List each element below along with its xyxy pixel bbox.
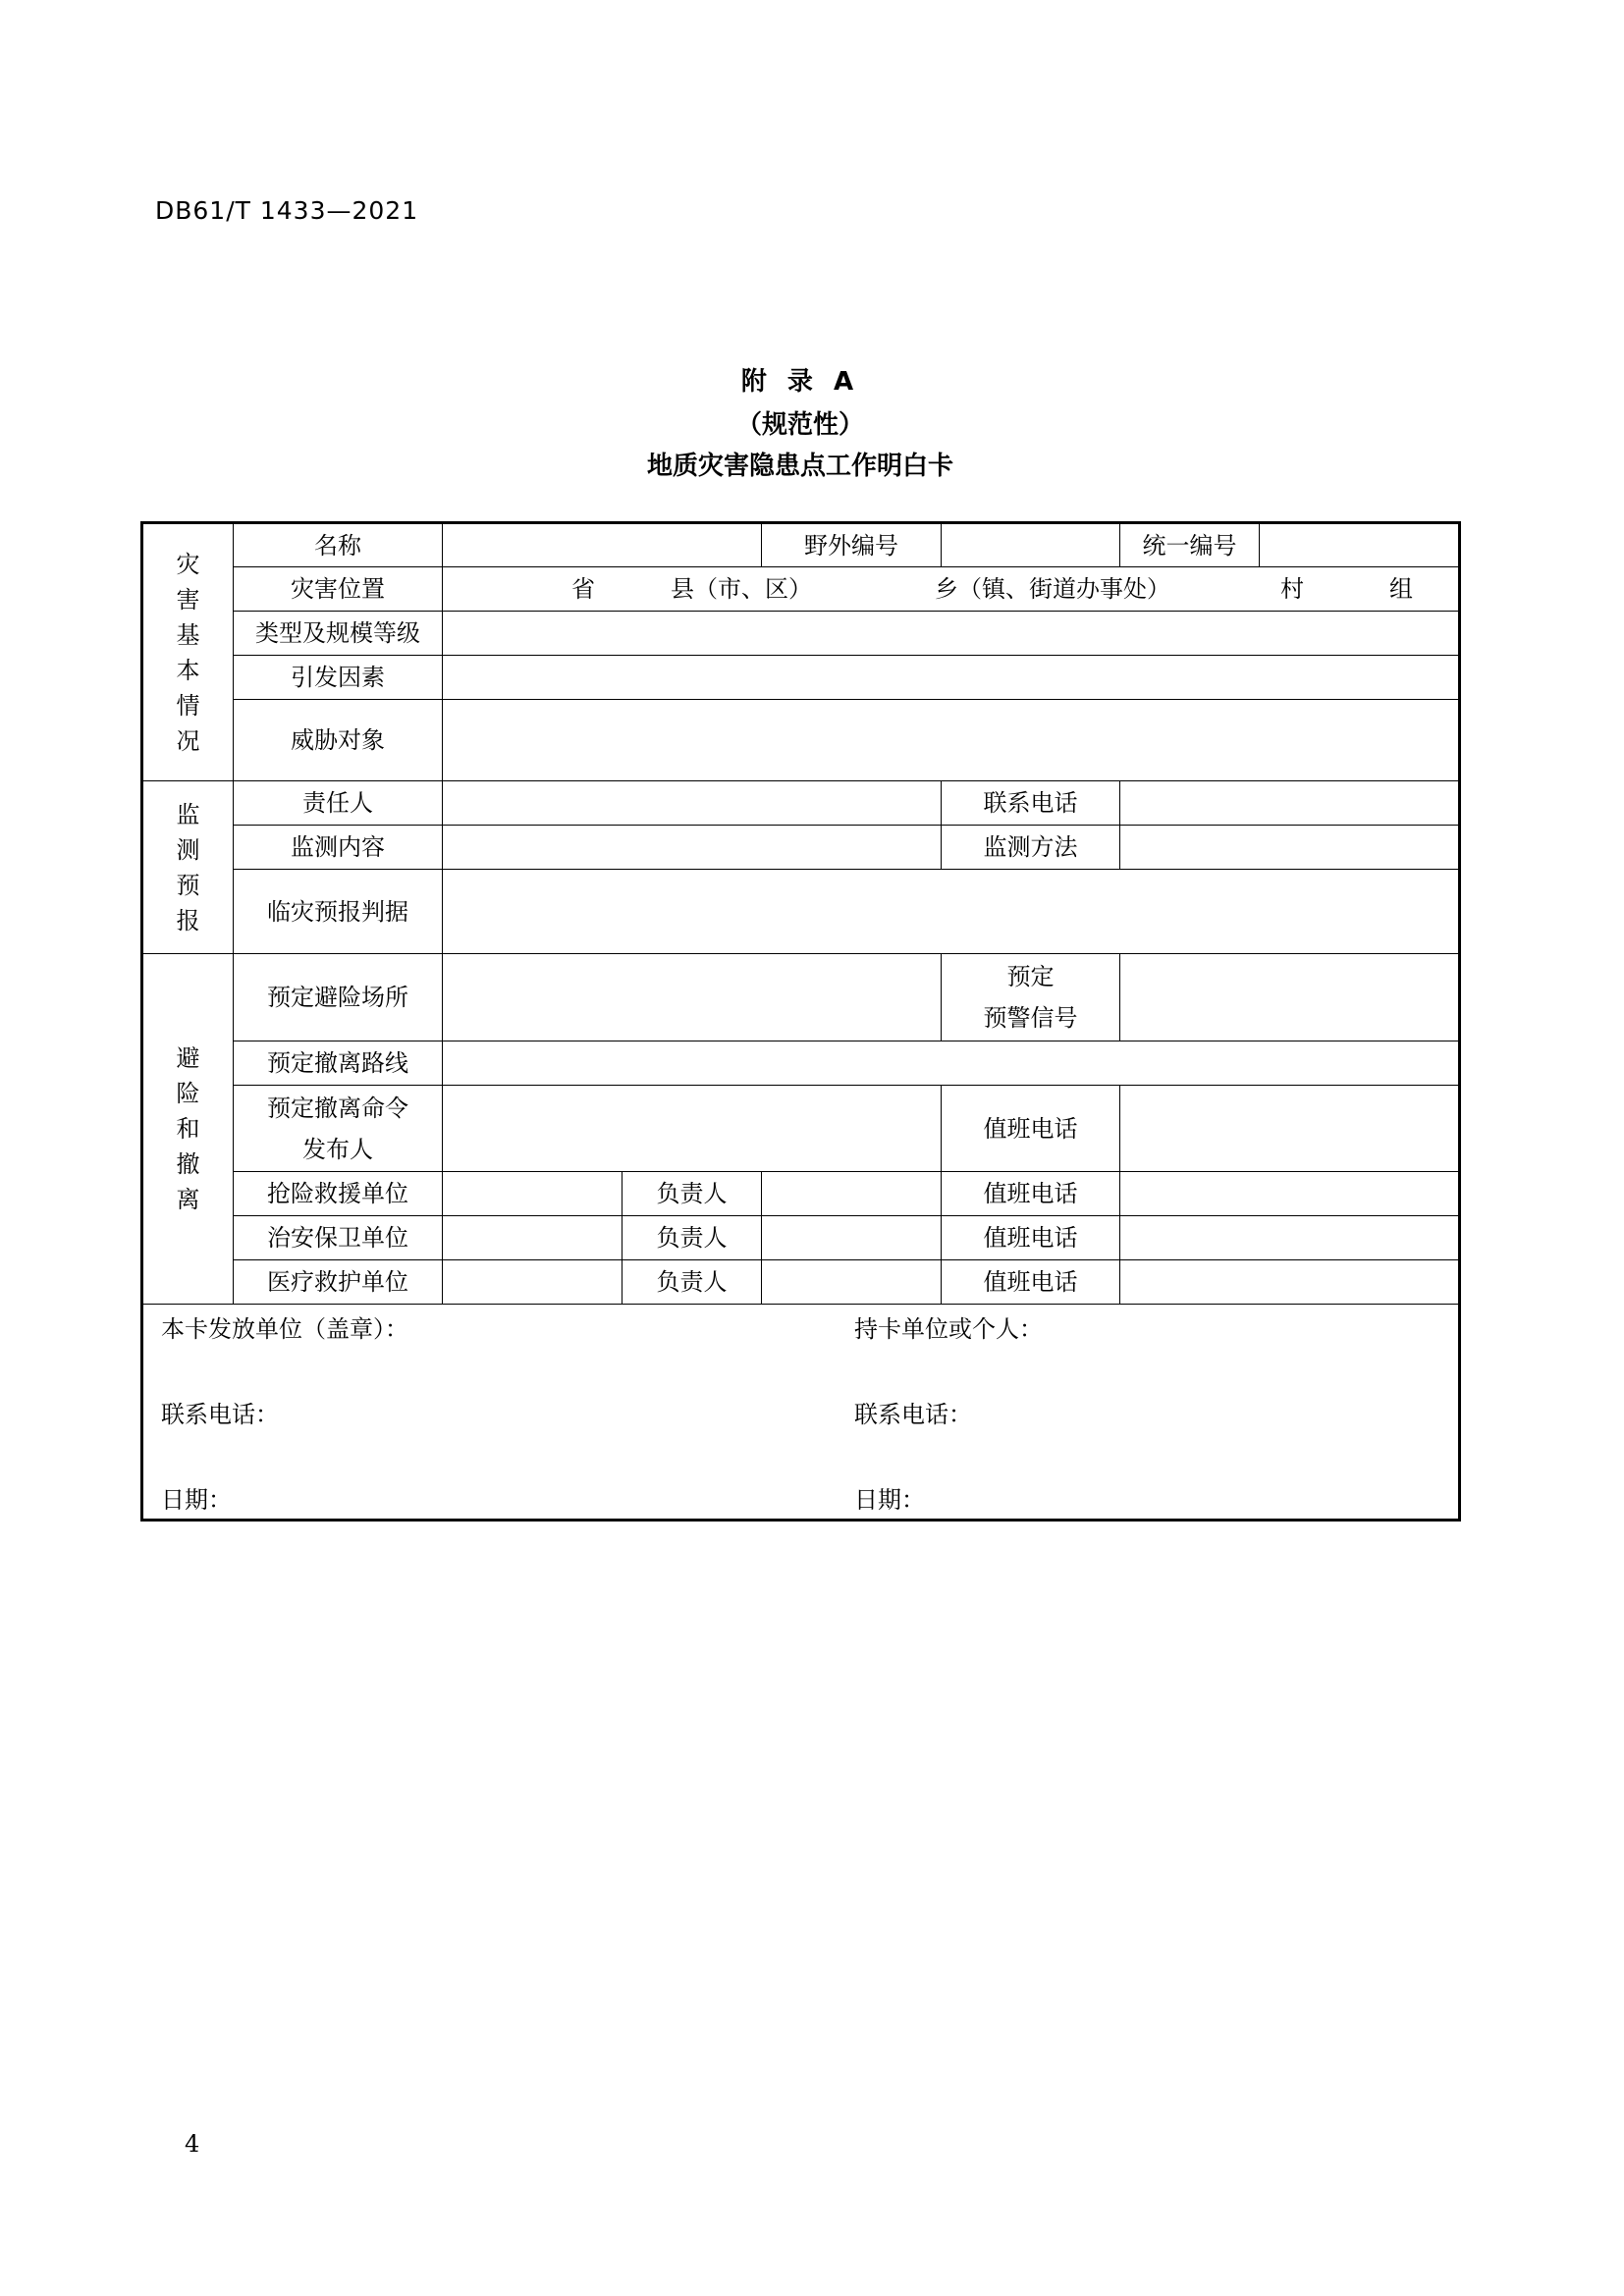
label-threat: 威胁对象: [234, 700, 443, 781]
value-medical-person[interactable]: [762, 1260, 942, 1305]
value-name[interactable]: [443, 523, 762, 567]
value-rescue-unit[interactable]: [443, 1172, 623, 1216]
value-shelter[interactable]: [443, 954, 942, 1041]
label-type-scale: 类型及规模等级: [234, 612, 443, 656]
label-contact-phone: 联系电话: [942, 781, 1120, 826]
value-type-scale[interactable]: [443, 612, 1460, 656]
footer-holder: 持卡单位或个人：: [854, 1315, 1043, 1343]
footer-phone-right: 联系电话：: [854, 1401, 972, 1428]
row-medical: [142, 1260, 1460, 1305]
row-location: [142, 567, 1460, 612]
value-security-unit[interactable]: [443, 1216, 623, 1260]
section-monitor-label: 监测预报: [176, 800, 200, 934]
appendix-heading: 附 录 A: [740, 367, 860, 397]
row-footer: [142, 1305, 1460, 1521]
label-trigger: 引发因素: [234, 656, 443, 700]
label-security-duty-phone: 值班电话: [942, 1216, 1120, 1260]
footer-phone-left: 联系电话：: [161, 1401, 279, 1428]
loc-group: 组: [1389, 575, 1413, 603]
row-issuer: [142, 1086, 1460, 1172]
value-warning-signal[interactable]: [1120, 954, 1460, 1041]
row-security: [142, 1216, 1460, 1260]
label-unified-number: 统一编号: [1120, 523, 1260, 567]
value-medical-duty-phone[interactable]: [1120, 1260, 1460, 1305]
value-location[interactable]: [443, 567, 1460, 612]
label-warning-signal: [942, 954, 1120, 1041]
value-route[interactable]: [443, 1041, 1460, 1086]
normative-label: （规范性）: [735, 410, 864, 440]
value-field-number[interactable]: [942, 523, 1120, 567]
label-route: 预定撤离路线: [234, 1041, 443, 1086]
footer-cell: [142, 1305, 1460, 1521]
label-issuer: [234, 1086, 443, 1172]
issuer-line1: 预定撤离命令: [267, 1094, 408, 1122]
row-type-scale: [142, 612, 1460, 656]
label-security-person: 负责人: [623, 1216, 762, 1260]
row-criteria: [142, 870, 1460, 954]
issuer-line2: 发布人: [302, 1135, 373, 1163]
value-security-duty-phone[interactable]: [1120, 1216, 1460, 1260]
label-security-unit: 治安保卫单位: [234, 1216, 443, 1260]
warning-signal-line1: 预定: [1006, 963, 1055, 990]
label-monitor-content: 监测内容: [234, 826, 443, 870]
label-medical-unit: 医疗救护单位: [234, 1260, 443, 1305]
work-card-table: [140, 521, 1461, 1522]
label-criteria: 临灾预报判据: [234, 870, 443, 954]
value-security-person[interactable]: [762, 1216, 942, 1260]
section-basic-info: [142, 523, 234, 781]
label-rescue-person: 负责人: [623, 1172, 762, 1216]
card-title: 地质灾害隐患点工作明白卡: [646, 452, 953, 481]
value-criteria[interactable]: [443, 870, 1460, 954]
label-rescue-duty-phone: 值班电话: [942, 1172, 1120, 1216]
label-issuer-duty-phone: 值班电话: [942, 1086, 1120, 1172]
row-route: [142, 1041, 1460, 1086]
document-code: DB61/T 1433—2021: [155, 196, 419, 225]
value-monitor-content[interactable]: [443, 826, 942, 870]
label-responsible: 责任人: [234, 781, 443, 826]
row-threat: [142, 700, 1460, 781]
row-monitor-content: [142, 826, 1460, 870]
loc-township: 乡（镇、街道办事处）: [935, 575, 1170, 603]
label-monitor-method: 监测方法: [942, 826, 1120, 870]
value-trigger[interactable]: [443, 656, 1460, 700]
value-monitor-method[interactable]: [1120, 826, 1460, 870]
section-evacuation: [142, 954, 234, 1305]
page-number: 4: [185, 2130, 200, 2158]
label-medical-person: 负责人: [623, 1260, 762, 1305]
value-contact-phone[interactable]: [1120, 781, 1460, 826]
section-monitoring: [142, 781, 234, 954]
row-shelter: [142, 954, 1460, 1041]
value-issuer-duty-phone[interactable]: [1120, 1086, 1460, 1172]
loc-province: 省: [571, 575, 595, 603]
value-threat[interactable]: [443, 700, 1460, 781]
row-trigger: [142, 656, 1460, 700]
footer-issuer-unit: 本卡发放单位（盖章）：: [161, 1315, 408, 1343]
row-name: [142, 523, 1460, 567]
label-medical-duty-phone: 值班电话: [942, 1260, 1120, 1305]
row-rescue: [142, 1172, 1460, 1216]
value-medical-unit[interactable]: [443, 1260, 623, 1305]
value-responsible[interactable]: [443, 781, 942, 826]
value-unified-number[interactable]: [1260, 523, 1460, 567]
section-evac-label: 避险和撤离: [176, 1044, 200, 1213]
value-issuer[interactable]: [443, 1086, 942, 1172]
value-rescue-person[interactable]: [762, 1172, 942, 1216]
loc-village: 村: [1280, 575, 1304, 603]
label-name: 名称: [234, 523, 443, 567]
label-rescue-unit: 抢险救援单位: [234, 1172, 443, 1216]
row-responsible: [142, 781, 1460, 826]
value-rescue-duty-phone[interactable]: [1120, 1172, 1460, 1216]
label-location: 灾害位置: [234, 567, 443, 612]
section-basic-label: 灾害基本情况: [176, 550, 200, 755]
footer-date-right: 日期：: [854, 1486, 925, 1514]
label-shelter: 预定避险场所: [234, 954, 443, 1041]
loc-county: 县（市、区）: [671, 575, 812, 603]
footer-date-left: 日期：: [161, 1486, 232, 1514]
label-field-number: 野外编号: [762, 523, 942, 567]
warning-signal-line2: 预警信号: [983, 1004, 1078, 1032]
